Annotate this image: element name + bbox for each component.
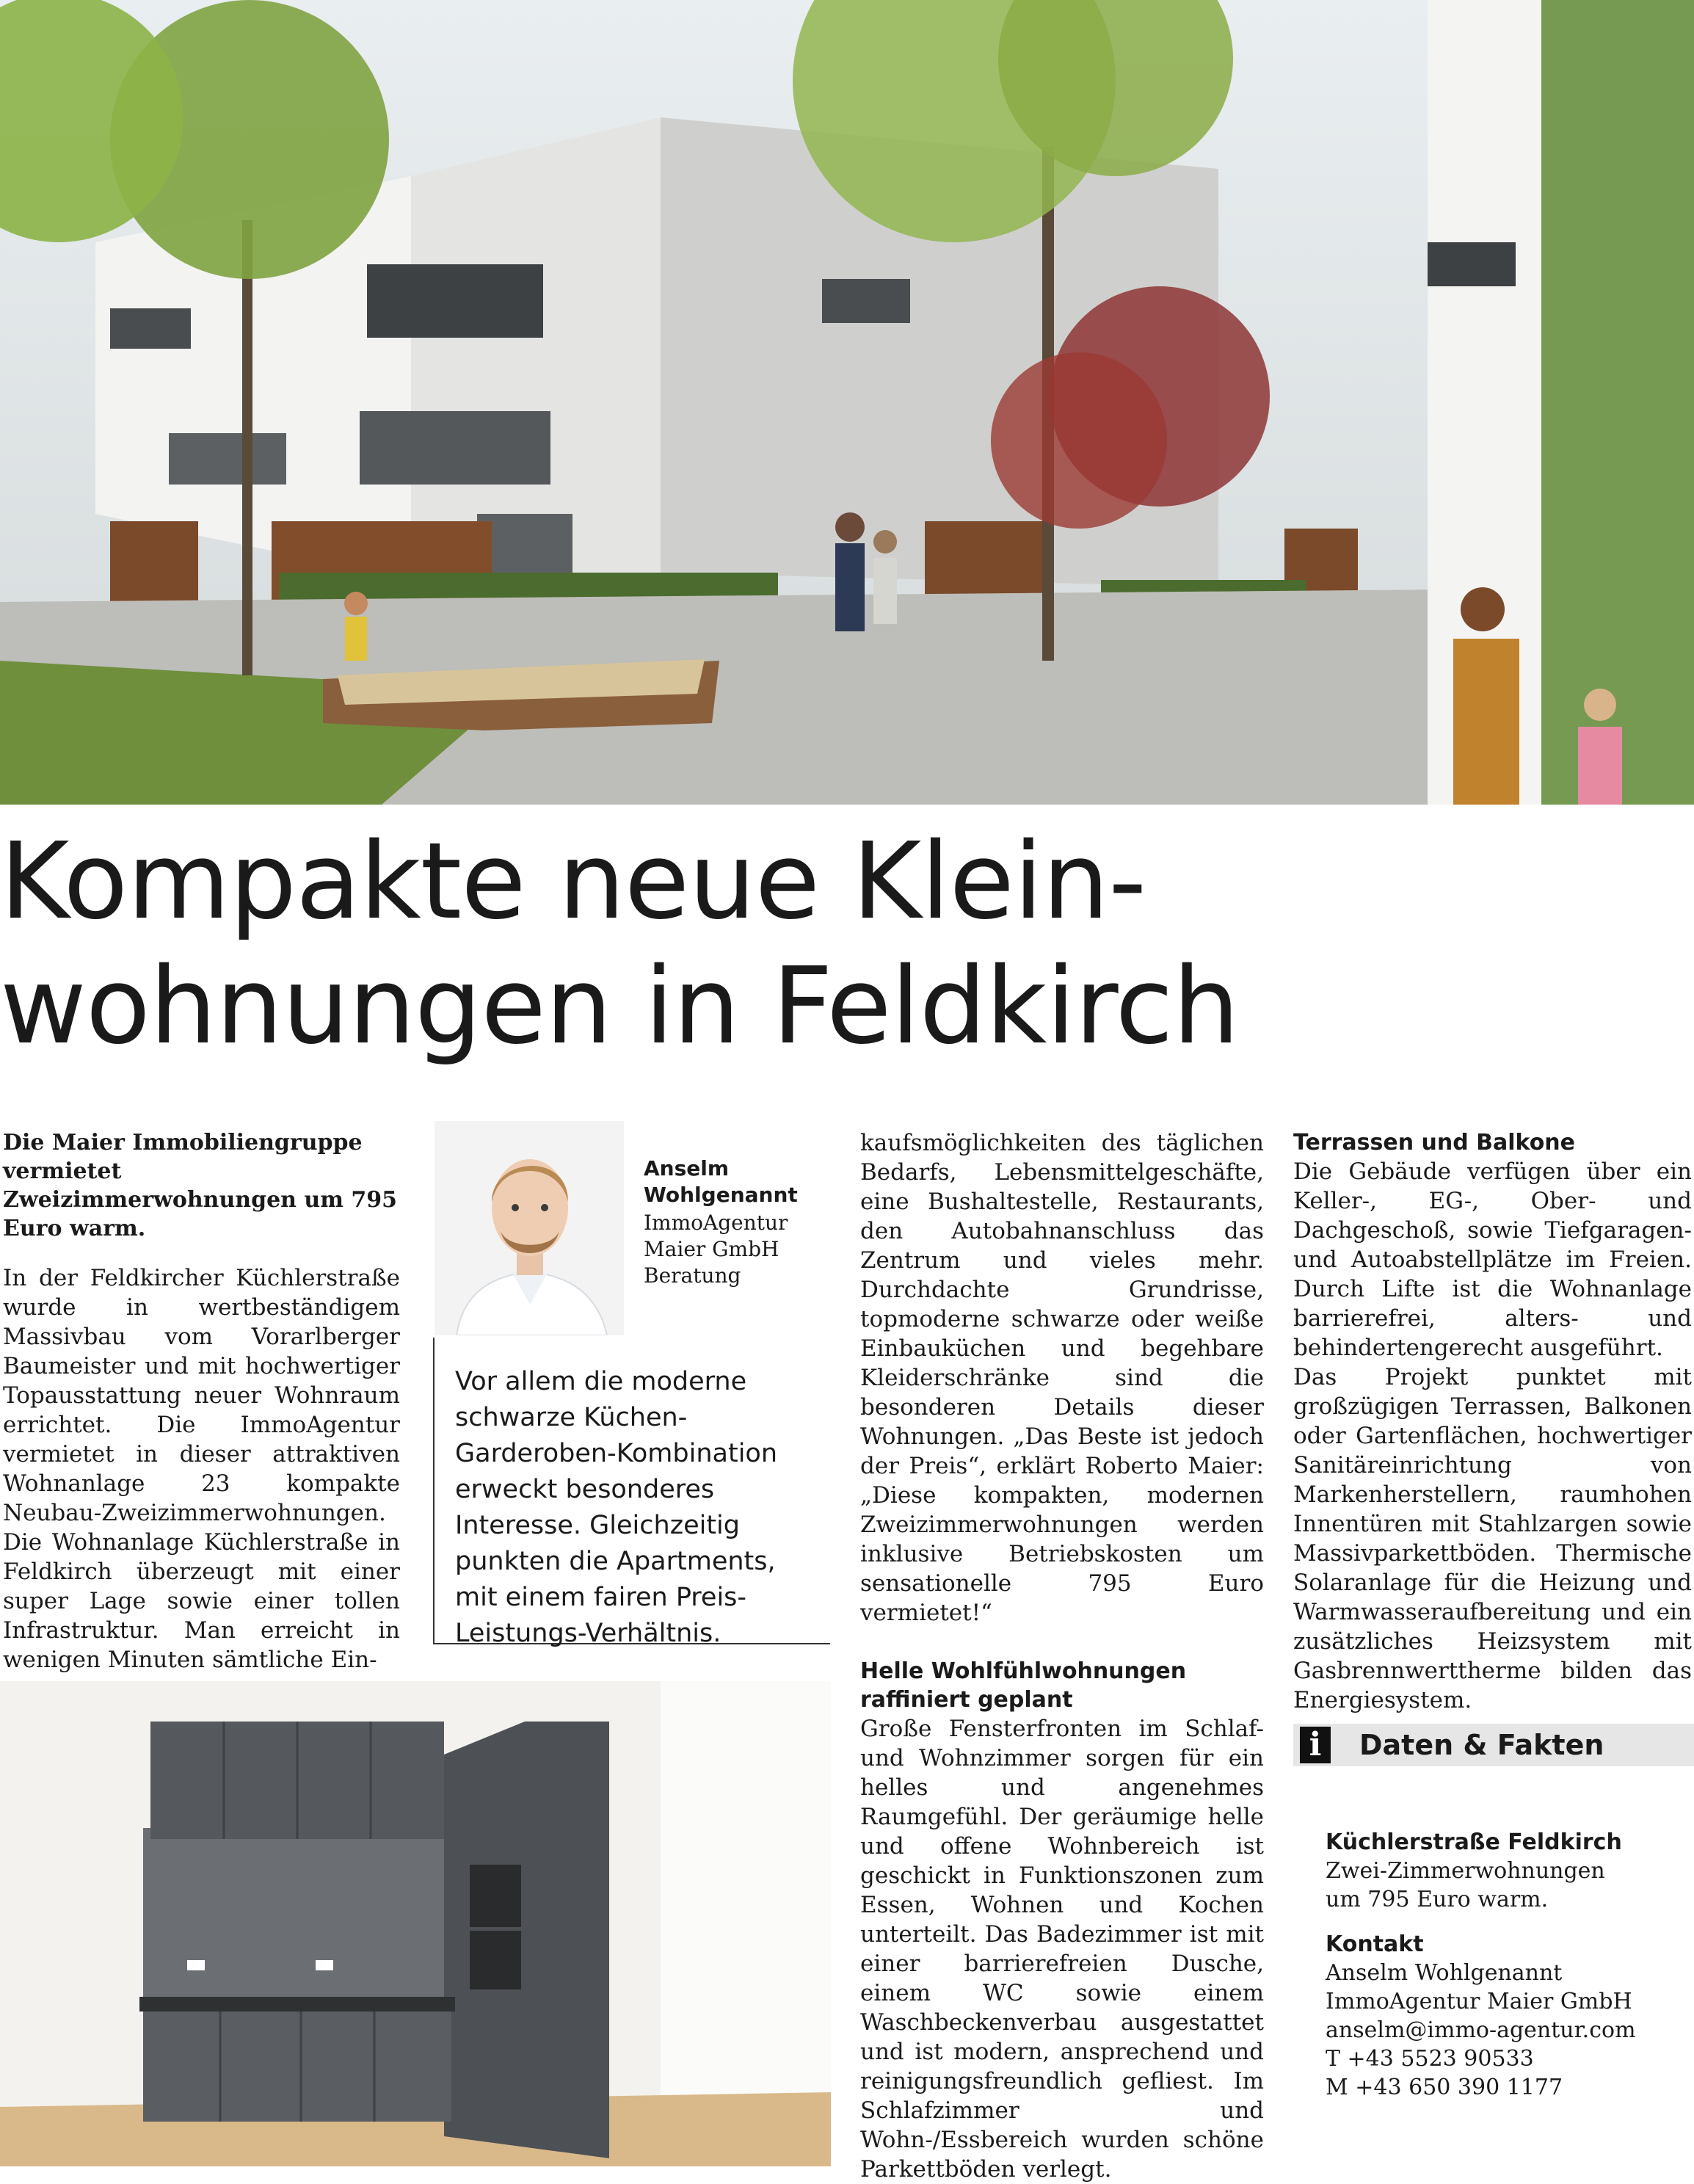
facts-location-line: Zwei-Zimmerwohnungen [1326,1858,1605,1884]
body-paragraph: kaufsmöglichkeiten des täglichen Bedarfs, Lebensmittelgeschäfte, eine Bushaltestelle, Restaurants, den Autobahnanschluss das Zentrum und vieles mehr. Durchdachte Grundrisse, topmoderne schwarze oder weiße Einbauküchen und begehbare Kleiderschränke sind die besonderen Details dieser Wohnungen. „Das Beste ist jedoch der Preis“, erklärt Roberto Maier: „Diese kompakten, modernen Zweizimmerwohnungen werden inklusive Betriebskosten um sensationelle 795 Euro vermietet!“ [860,1130,1264,1626]
article-column-3 [860,1128,1264,2184]
facts-body [1326,1828,1693,2102]
section-subheading: Helle Wohlfühlwohnungen raffiniert geplant [860,1658,1187,1713]
article-column-1 [3,1128,400,1675]
body-paragraph: Die Wohnanlage Küchlerstraße in Feldkirch überzeugt mit einer super Lage sowie einer tollen Infrastruktur. Man erreicht in wenigen Minuten sämtliche Ein- [3,1529,400,1673]
contact-company: ImmoAgentur Maier GmbH [1326,1989,1632,2014]
person-role [644,1210,827,1289]
contact-mobile: M +43 650 390 1177 [1326,2075,1563,2100]
kitchen-photo [0,1681,831,2166]
body-paragraph: Das Projekt punktet mit großzügigen Terrassen, Balkonen oder Gartenflächen, hochwertiger Sanitäreinrichtung von Markenherstellern, raumhohen Innentüren mit Stahlzargen sowie Massivparkettböden. Thermische Solaranlage für die Heizung und Warmwasseraufbereitung und ein zusätzliches Heizsystem mit Gasbrennwerttherme bilden das Energiesystem. [1293,1364,1692,1713]
contact-name: Anselm Wohlgenannt [1326,1960,1563,1986]
body-paragraph: In der Feldkircher Küchlerstraße wurde in wertbeständigem Massivbau vom Vorarlberger Baumeister und mit hochwertiger Topausstattung neuer Wohnraum errichtet. Die ImmoAgentur vermietet in dieser attraktiven Wohnanlage 23 kompakte Neubau-Zweizimmerwohnungen. [3,1265,400,1526]
hero-photo [0,0,1694,805]
portrait-photo [435,1121,624,1335]
section-subheading: Terrassen und Balkone [1293,1130,1576,1156]
headline-line-2: wohnungen in Feldkirch [0,944,1239,1067]
pull-quote: Vor allem die moderne schwarze Küchen-Garderoben-Kombination erweckt besonderes Interesse. Gleichzeitig punkten die Apartments, mit einem fairen Preis-Leistungs-Verhältnis. [455,1367,778,1648]
body-paragraph: Große Fensterfronten im Schlaf- und Wohnzimmer sorgen für ein helles und angenehmes Raumgefühl. Der geräumige helle und offene Wohnbereich ist geschickt in Funktionszonen zum Essen, Wohnen und Kochen unterteilt. Das Badezimmer ist mit einer barrierefreien Dusche, einem WC sowie einem Waschbeckenverbau ausgestattet und ist modern, ansprechend und reinigungsfreundlich gefliest. Im Schlafzimmer und Wohn-/Essbereich wurden schöne Parkettböden verlegt. [860,1716,1264,2183]
person-role-line: Beratung [644,1263,741,1288]
person-name: Anselm Wohlgenannt [644,1156,798,1207]
headline [0,819,1688,1068]
facts-title: Daten & Fakten [1359,1729,1604,1761]
facts-location-title: Küchlerstraße Feldkirch [1326,1829,1622,1855]
info-icon: i [1300,1727,1331,1763]
person-role-line: ImmoAgentur [644,1211,788,1235]
facts-location-line: um 795 Euro warm. [1326,1887,1549,1912]
body-paragraph: Die Gebäude verfügen über ein Keller-, EG-, Ober- und Dachgeschoß, sowie Tiefgaragen- und Autoabstellplätze im Freien. Durch Lifte ist die Wohnanlage barrierefrei, alters- und behindertengerecht ausgeführt. [1293,1158,1692,1361]
contact-email[interactable]: anselm@immo-agentur.com [1326,2017,1636,2043]
lead-paragraph: Die Maier Immobiliengruppe vermietet Zweizimmerwohnungen um 795 Euro warm. [3,1130,398,1241]
contact-phone: T +43 5523 90533 [1326,2046,1534,2072]
headline-line-1: Kompakte neue Klein- [0,819,1146,943]
facts-contact-title: Kontakt [1326,1931,1424,1957]
article-column-4 [1293,1128,1692,1715]
person-role-line: Maier GmbH [644,1237,779,1261]
